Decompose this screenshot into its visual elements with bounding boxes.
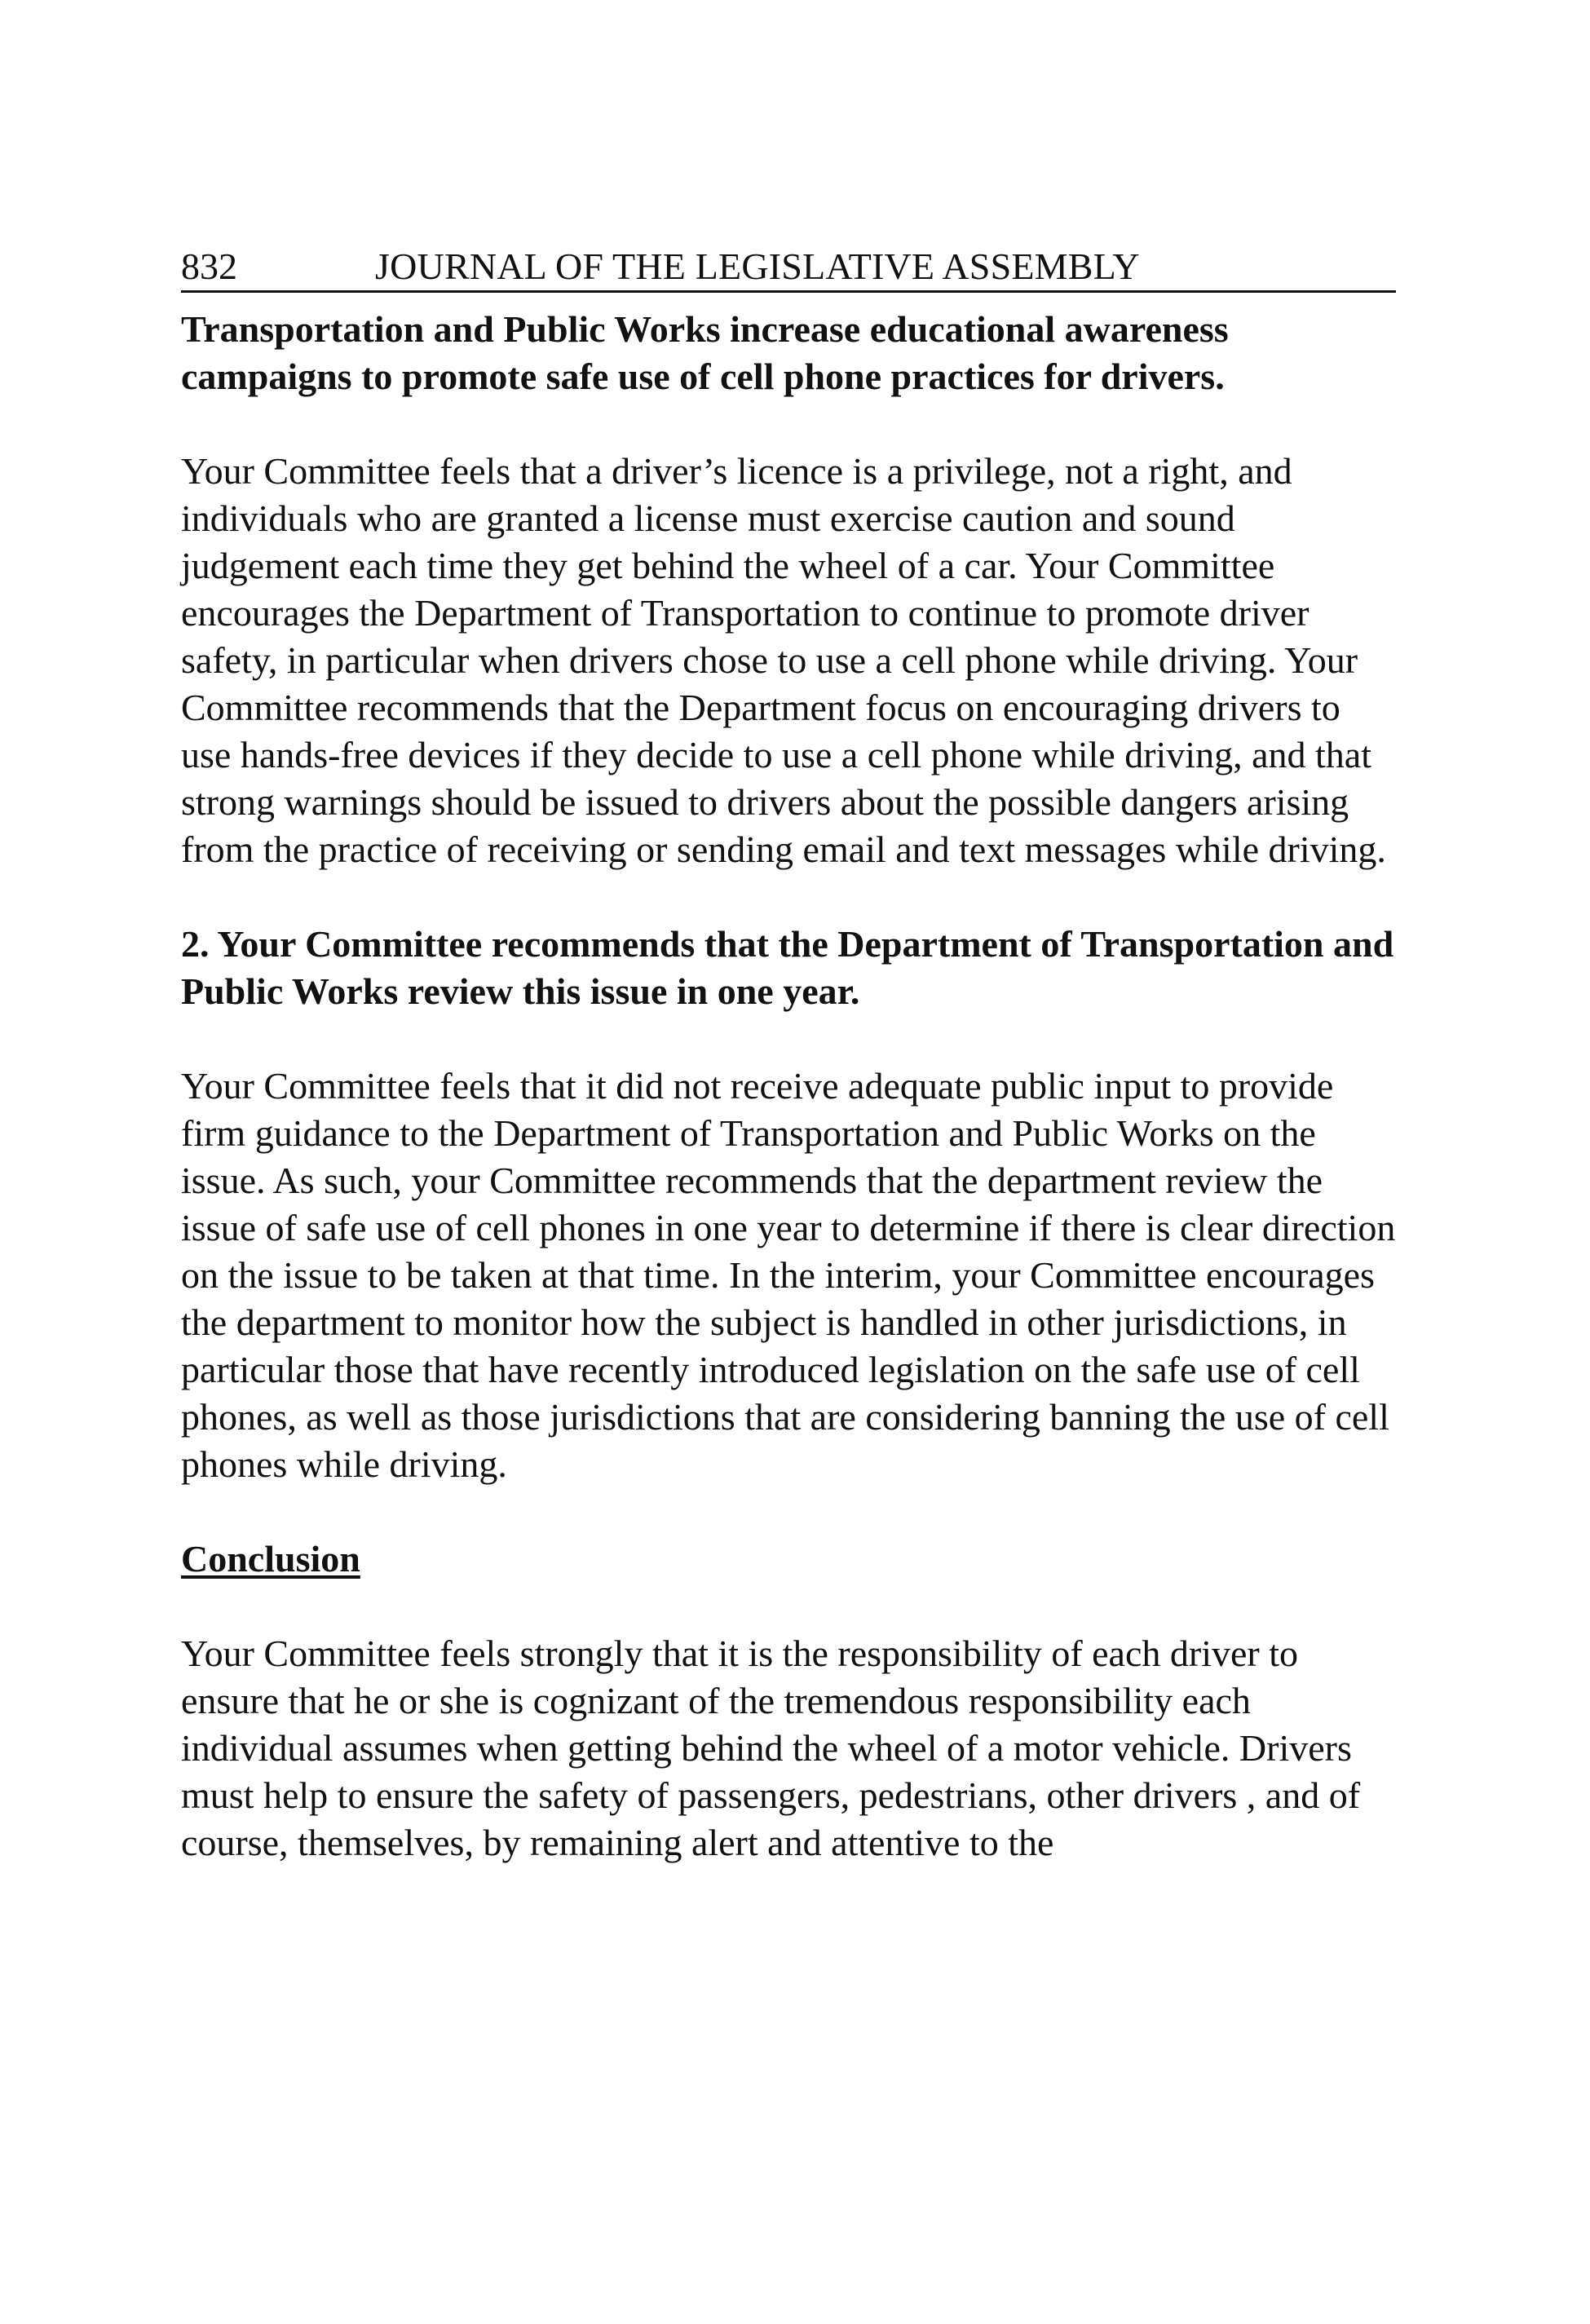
body-paragraph: Your Committee feels that it did not receive adequate public input to provide firm guidance to the Department of Transportation and Public Works on the issue. As such, your Committee recommends that the department review the issue of safe use of cell phones in one year to determine if there is clear direction on the issue to be taken at that time. In the interim, your Committee encourages the department to monitor how the subject is handled in other jurisdictions, in particular those that have recently introduced legislation on the safe use of cell phones, as well as those jurisdictions that are considering banning the use of cell phones while driving. bbox=[181, 1065, 1396, 1485]
conclusion-heading: Conclusion bbox=[181, 1538, 360, 1580]
journal-page bbox=[181, 245, 1396, 1867]
recommendation-heading-continued: Transportation and Public Works increase educational awareness campaigns to promote safe use of cell phone practices for drivers. bbox=[181, 308, 1229, 397]
page-content bbox=[181, 306, 1396, 1867]
recommendation-heading-2: 2. Your Committee recommends that the Department of Transportation and Public Works review this issue in one year. bbox=[181, 923, 1394, 1012]
running-head bbox=[181, 245, 1396, 293]
page-number: 832 bbox=[181, 245, 237, 287]
body-paragraph: Your Committee feels strongly that it is the responsibility of each driver to ensure that he or she is cognizant of the tremendous responsibility each individual assumes when getting behind the wheel of a motor vehicle. Drivers must help to ensure the safety of passengers, pedestrians, other drivers , and of course, themselves, by remaining alert and attentive to the bbox=[181, 1633, 1361, 1863]
journal-title: JOURNAL OF THE LEGISLATIVE ASSEMBLY bbox=[375, 245, 1140, 287]
body-paragraph: Your Committee feels that a driver’s licence is a privilege, not a right, and individuals who are granted a license must exercise caution and sound judgement each time they get behind the wheel of a car. Your Committee encourages the Department of Transportation to continue to promote driver safety, in particular when drivers chose to use a cell phone while driving. Your Committee recommends that the Department focus on encouraging drivers to use hands-free devices if they decide to use a cell phone while driving, and that strong warnings should be issued to drivers about the possible dangers arising from the practice of receiving or sending email and text messages while driving. bbox=[181, 450, 1386, 870]
